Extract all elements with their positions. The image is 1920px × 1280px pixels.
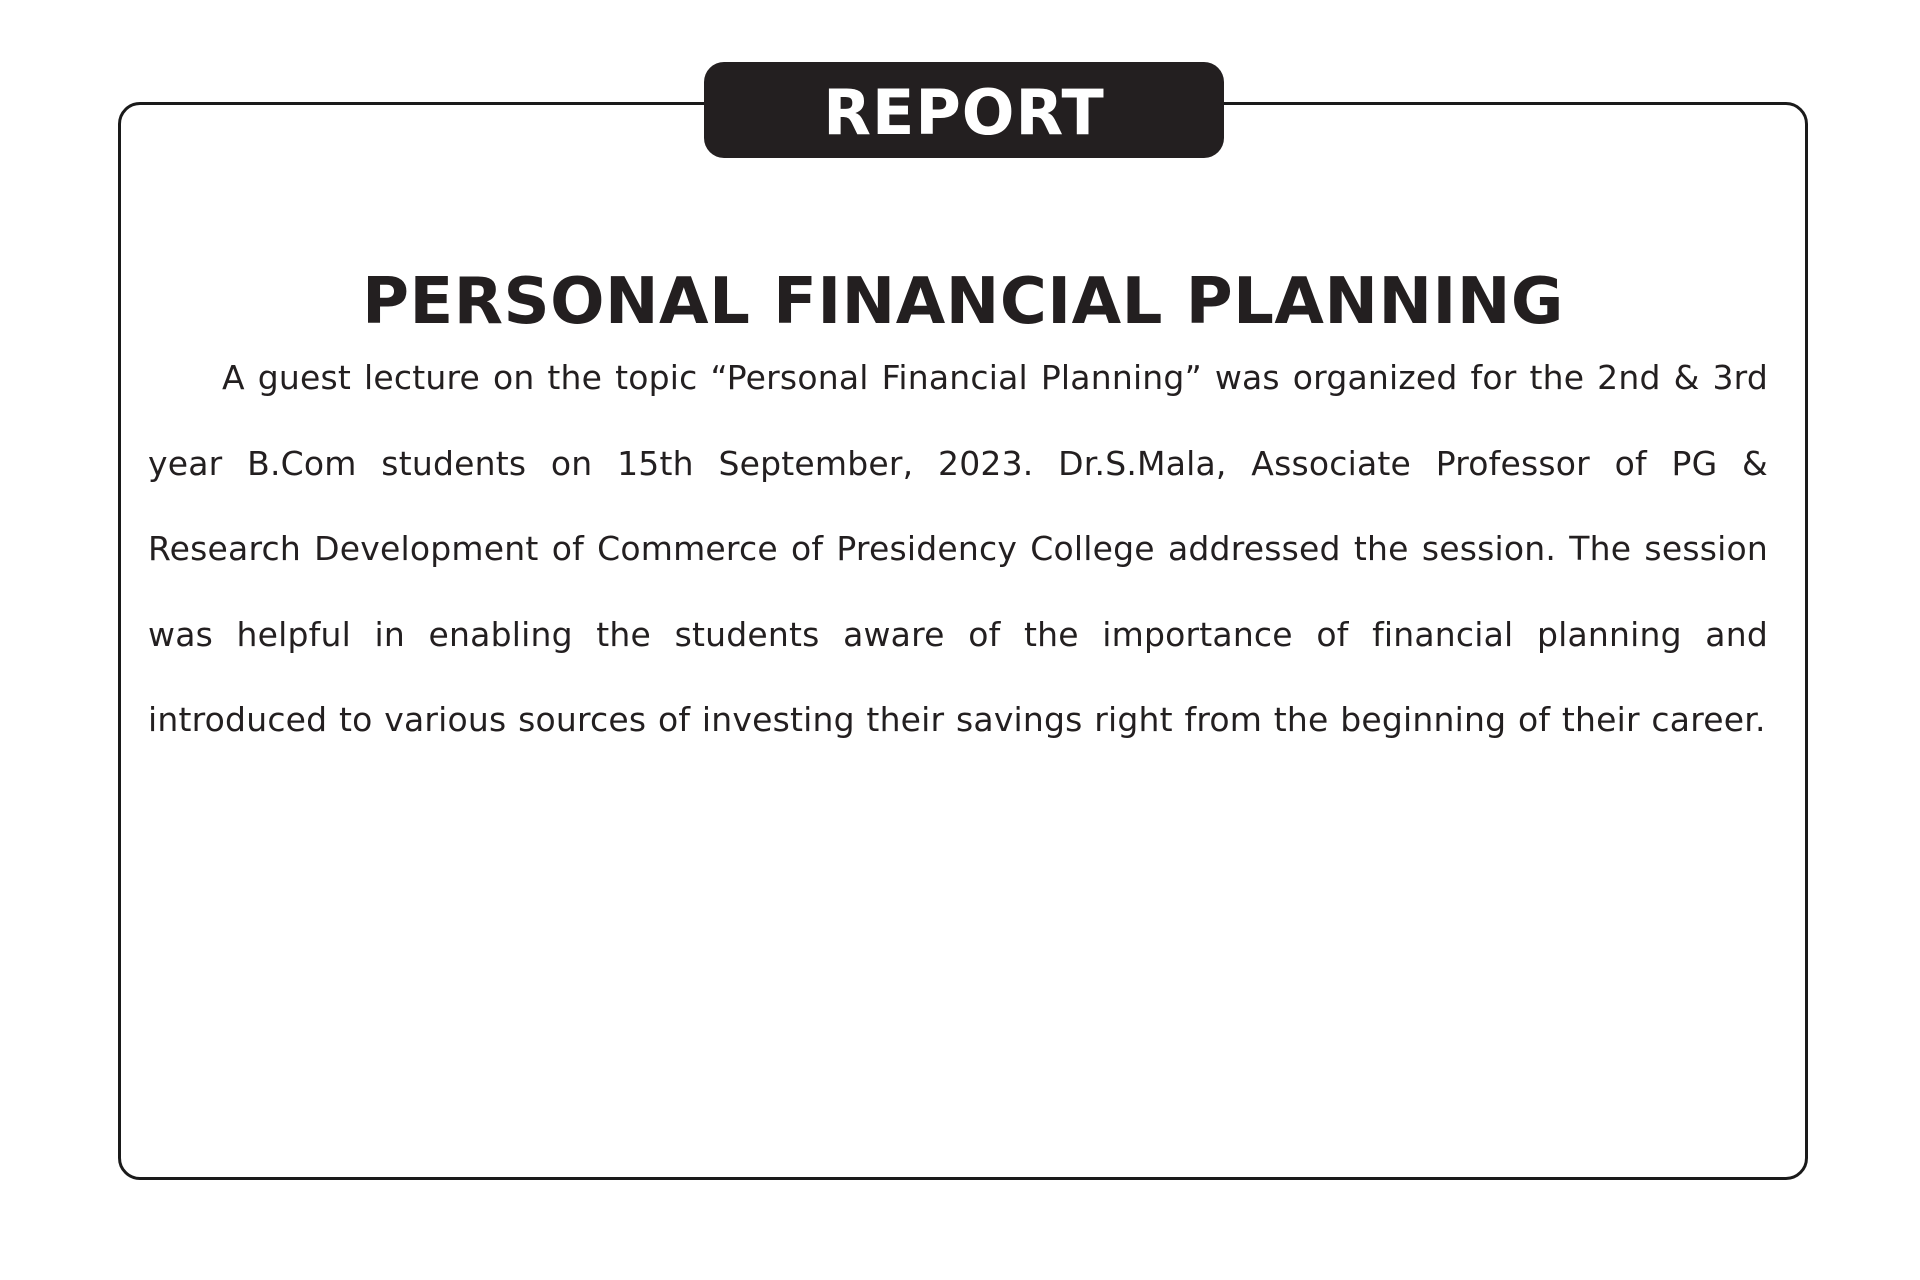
report-tab <box>704 62 1224 158</box>
report-body: A guest lecture on the topic “Personal Financial Planning” was organized for the 2nd & 3rd year B.Com students on 15th September, 2023. Dr.S.Mala, Associate Professor of PG & Research Development of Commerce of Presidency College addressed the session. The session was helpful in enabling the students aware of the importance of financial planning and introduced to various sources of investing their savings right from the beginning of their career. <box>148 358 1768 739</box>
report-title: PERSONAL FINANCIAL PLANNING <box>362 264 1564 339</box>
report-tab-label: REPORT <box>823 75 1105 149</box>
